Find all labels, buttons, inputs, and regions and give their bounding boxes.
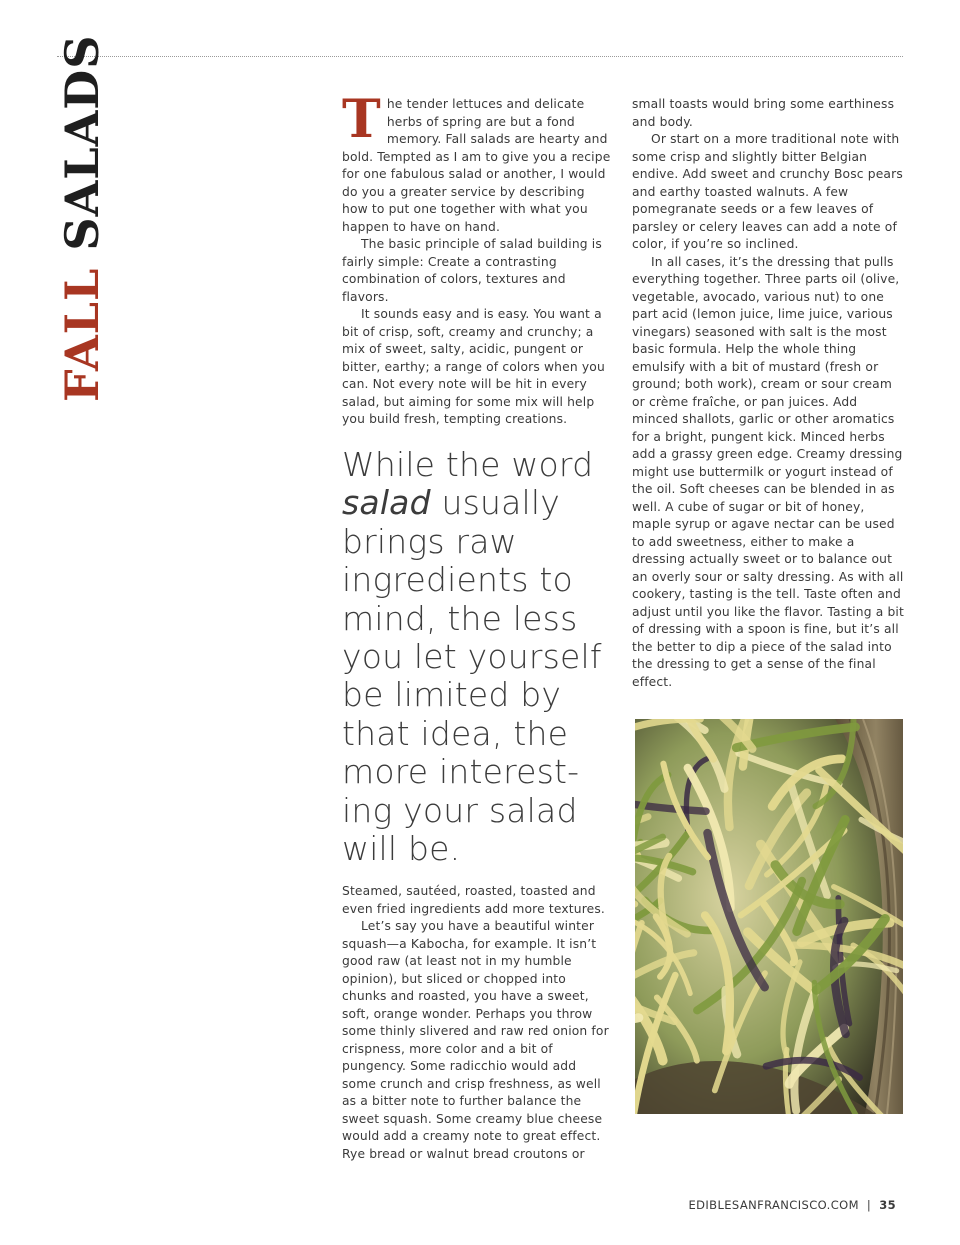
green-beans-photo <box>635 719 903 1114</box>
pull-quote: While the word salad usually brings raw ingredients to mind, the less you let yourself be limited by that idea, the more interest-ing your salad will be. <box>342 445 602 869</box>
body-paragraph: Steamed, sautéed, roasted, toasted and even fried ingredients add more textures. <box>342 884 605 916</box>
top-dotted-rule <box>57 56 903 57</box>
body-paragraph: The basic principle of salad building is fairly simple: Create a contrasting combination of colors, textures and flavors. <box>342 237 602 304</box>
body-paragraph: In all cases, it’s the dressing that pulls everything together. Three parts oil (olive, vegetable, avocado, various nut) to one part acid (lemon juice, lime juice, various vinegars) seasoned with salt is the most basic formula. Help the whole thing emulsify with a bit of mustard (fresh or ground; both work), cream or sour cream or crème fraîche, or pan juices. Add minced shallots, garlic or other aromatics for a bright, pungent kick. Minced herbs add a grassy green edge. Creamy dressing might use buttermilk or yogurt instead of the oil. Soft cheeses can be blended in as well. A cube of sugar or bit of honey, maple syrup or agave nectar can be used to add sweetness, either to make a dressing actually sweet or to balance out an overly sour or salty dressing. As with all cookery, tasting is the tell. Taste often and adjust until you like the flavor. Tasting a bit of dressing with a spoon is fine, but it’s all the better to dip a piece of the salad into the dressing to get a sense of the final effect. <box>632 254 904 689</box>
body-paragraph: Or start on a more traditional note with some crisp and slightly bitter Belgian endive. Add sweet and crunchy Bosc pears and earthy toasted walnuts. A few pomegranate seeds or a few leaves of parsley or celery leaves can add a note of color, if you’re so inclined. <box>632 132 903 251</box>
drop-cap: T <box>342 89 381 150</box>
body-paragraph: It sounds easy and is easy. You want a bit of crisp, soft, creamy and crunchy; a mix of sweet, salty, acidic, pungent or bitter, earthy; a range of colors when you can. Not every note will be hit in every salad, but aiming for some mix will help you build fresh, tempting creations. <box>342 307 605 426</box>
footer-site: EDIBLESANFRANCISCO.COM <box>688 1198 859 1212</box>
column-c <box>632 96 906 691</box>
pull-quote-emphasis: salad <box>342 483 431 523</box>
column-a <box>342 89 614 429</box>
body-paragraph: small toasts would bring some earthiness and body. <box>632 97 895 129</box>
column-b <box>342 883 614 1163</box>
section-title-fall: FALL <box>55 267 109 402</box>
page-number: 35 <box>879 1198 896 1212</box>
page-footer <box>560 1198 896 1212</box>
section-title <box>22 34 142 402</box>
footer-separator: | <box>866 1198 872 1212</box>
body-paragraph: Let’s say you have a beautiful winter squash—a Kabocha, for example. It isn’t good raw (at least not in my humble opinion), but sliced or chopped into chunks and roasted, you have a sweet, soft, orange wonder. Perhaps you throw some thinly slivered and raw red onion for crispness, more color and a bit of pungency. Some radicchio would add some crunch and crisp freshness, as well as a bitter note to further balance the sweet squash. Some creamy blue cheese would add a creamy note to great effect. Rye bread or walnut bread croutons or <box>342 919 609 1161</box>
section-title-salads: SALADS <box>55 34 109 251</box>
intro-paragraph: The tender lettuces and delicate herbs of spring are but a fond memory. Fall salads are hearty and bold. Tempted as I am to give you a recipe for one fabulous salad or another, I would do you a greater service by describing how to put one together with what you happen to have on hand. <box>342 89 611 234</box>
beans-in-basket-illustration <box>635 719 903 1114</box>
